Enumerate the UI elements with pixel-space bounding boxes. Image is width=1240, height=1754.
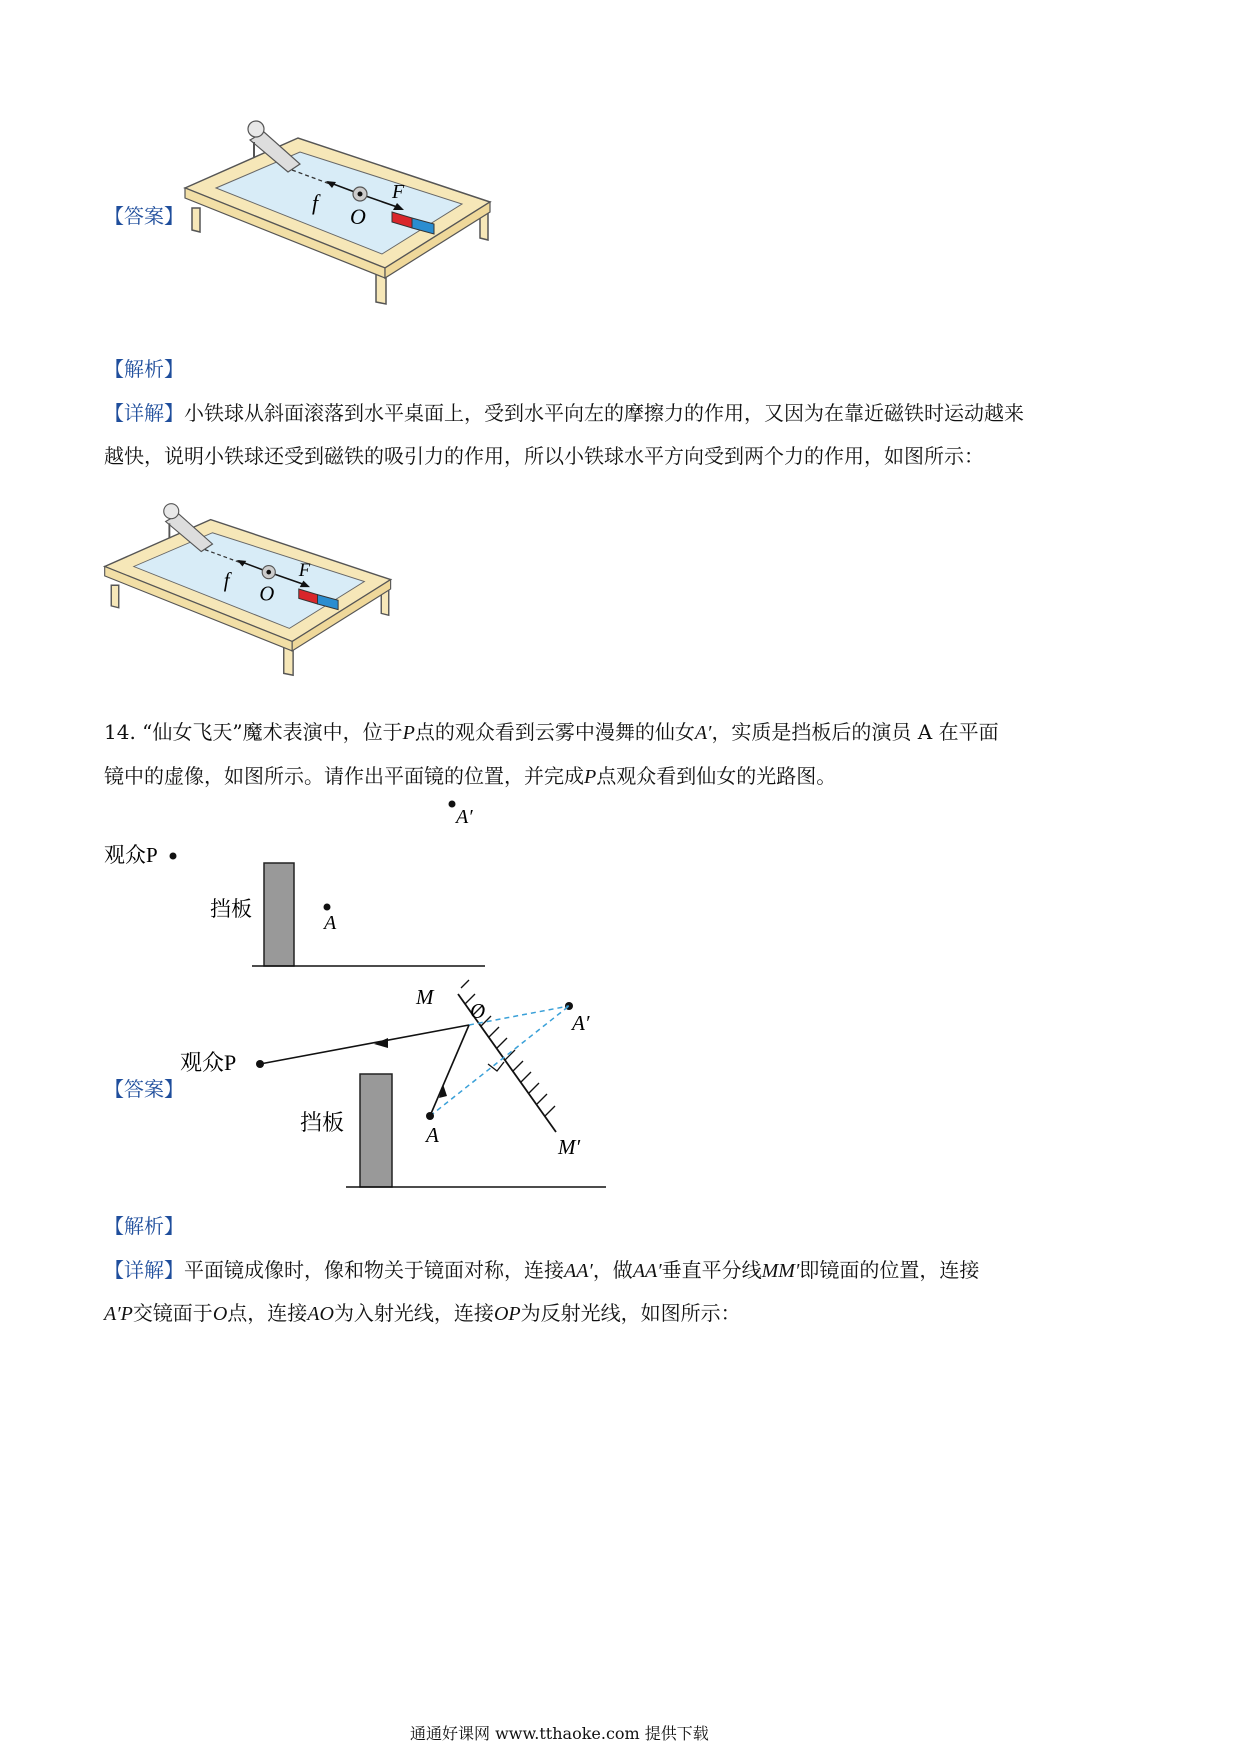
- label-o: O: [350, 204, 366, 229]
- q14-answer-figure: [176, 978, 616, 1200]
- q14-line2: 镜中的虚像，如图所示。请作出平面镜的位置，并完成P点观众看到仙女的光路图。: [104, 764, 837, 788]
- board-label: 挡板: [210, 897, 252, 921]
- q14-answer-tag: 【答案】: [104, 1077, 184, 1101]
- q14-figure: [100, 795, 540, 975]
- detail-tag: 【详解】: [104, 1258, 184, 1282]
- detail-tag: 【详解】: [104, 401, 184, 425]
- label-F: F: [298, 559, 311, 581]
- q14-detail-line1: 【详解】平面镜成像时，像和物关于镜面对称，连接AA′，做AA′垂直平分线MM′即镜面的位置，连接: [104, 1258, 980, 1282]
- q13-detail-line2: 越快，说明小铁球还受到磁铁的吸引力的作用，所以小铁球水平方向受到两个力的作用，如图所示：: [104, 444, 984, 468]
- reflected-ray: [260, 1025, 469, 1064]
- answer-tag: 【答案】: [104, 204, 184, 228]
- q13-detail-line1: [104, 401, 1024, 425]
- iron-ball: [248, 121, 264, 137]
- board-label: 挡板: [300, 1110, 345, 1135]
- viewer-label: 观众P: [180, 1050, 237, 1075]
- q14-line1: 14. “仙女飞天”魔术表演中，位于P点的观众看到云雾中漫舞的仙女A′，实质是挡板后的演员 A 在平面: [104, 720, 999, 744]
- label-f: f: [223, 570, 230, 593]
- dashed-a-a-prime: [430, 1006, 569, 1116]
- analysis-tag: 【解析】: [104, 357, 184, 381]
- label-a: A: [324, 912, 337, 934]
- point-p: [256, 1060, 264, 1068]
- incident-ray: [430, 1025, 469, 1116]
- label-a: A: [426, 1123, 439, 1147]
- label-a-prime: A′: [456, 806, 473, 828]
- board: [264, 863, 294, 966]
- board: [360, 1074, 392, 1187]
- detail-text: 小铁球从斜面滚落到水平桌面上，受到水平向左的摩擦力的作用，又因为在靠近磁铁时运动越来: [184, 401, 1024, 425]
- q14-detail-line2: A′P交镜面于O点，连接AO为入射光线，连接OP为反射光线，如图所示：: [104, 1301, 741, 1325]
- table-figure-answer: [180, 112, 500, 312]
- q14-analysis-tag: 【解析】: [104, 1214, 184, 1238]
- label-F: F: [392, 181, 405, 203]
- label-m-prime: M′: [558, 1135, 581, 1159]
- point-p: [170, 853, 177, 860]
- point-a: [426, 1112, 434, 1120]
- footer-text: 通通好课网 www.tthaoke.com 提供下载: [410, 1724, 709, 1743]
- label-a-prime: A′: [572, 1011, 590, 1035]
- iron-ball: [164, 504, 179, 519]
- table-figure-analysis: [100, 494, 400, 684]
- label-o: O: [470, 999, 486, 1023]
- label-o: O: [259, 583, 275, 606]
- point-a: [324, 904, 331, 911]
- label-m: M: [416, 985, 434, 1009]
- viewer-label: 观众P: [104, 843, 158, 867]
- label-f: f: [312, 190, 319, 215]
- table-leg: [192, 208, 200, 232]
- point-a-prime: [449, 801, 456, 808]
